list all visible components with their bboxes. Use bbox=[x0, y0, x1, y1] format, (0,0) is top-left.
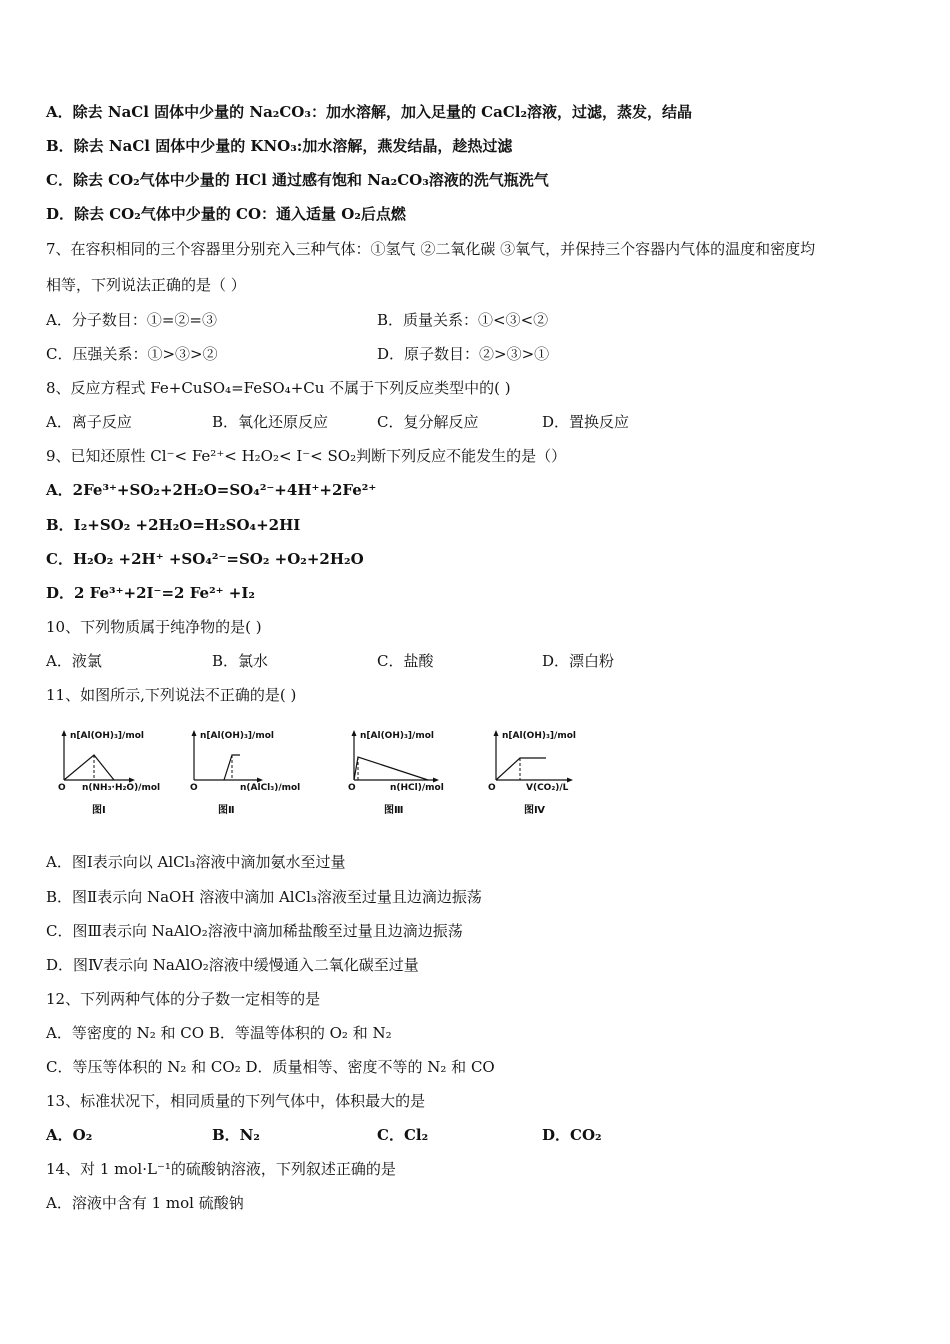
figure-4-x-arrow bbox=[567, 778, 573, 783]
q10-option-c: C．盐酸 bbox=[377, 652, 434, 670]
q12-options-cd: C．等压等体积的 N₂ 和 CO₂ D．质量相等、密度不等的 N₂ 和 CO bbox=[46, 1058, 495, 1076]
q7-option-b: B．质量关系：①<③<② bbox=[377, 311, 549, 329]
figure-1-x-arrow bbox=[129, 778, 135, 783]
q10-stem: 10、下列物质属于纯净物的是( ) bbox=[46, 618, 262, 636]
q12-stem: 12、下列两种气体的分子数一定相等的是 bbox=[46, 990, 321, 1008]
figure-2-xlabel: n(AlCl₃)/mol bbox=[240, 783, 301, 793]
figure-2-ylabel: n[Al(OH)₃]/mol bbox=[200, 731, 274, 741]
q6-option-d: D．除去 CO₂气体中少量的 CO：通入适量 O₂后点燃 bbox=[46, 205, 406, 223]
figure-4-ylabel: n[Al(OH)₃]/mol bbox=[502, 731, 576, 741]
q13-option-c: C．Cl₂ bbox=[377, 1126, 429, 1144]
figure-3 bbox=[344, 725, 484, 820]
q9-option-a: A．2Fe³⁺+SO₂+2H₂O=SO₄²⁻+4H⁺+2Fe²⁺ bbox=[46, 481, 377, 499]
q8-stem bbox=[46, 378, 511, 398]
figure-1-origin: O bbox=[58, 783, 66, 793]
q9-option-b: B．I₂+SO₂ +2H₂O=H₂SO₄+2HI bbox=[46, 516, 301, 534]
figure-2-caption: 图Ⅱ bbox=[218, 805, 235, 816]
figure-1-caption: 图Ⅰ bbox=[92, 805, 106, 816]
q8-option-d: D．置换反应 bbox=[542, 413, 630, 431]
figure-3-curve bbox=[354, 757, 428, 780]
figure-2-x-arrow bbox=[257, 778, 263, 783]
q9-option-d: D．2 Fe³⁺+2I⁻=2 Fe²⁺ +I₂ bbox=[46, 584, 255, 602]
figure-4-xlabel: V(CO₂)/L bbox=[526, 783, 569, 793]
q11-option-c: C．图Ⅲ表示向 NaAlO₂溶液中滴加稀盐酸至过量且边滴边振荡 bbox=[46, 922, 463, 940]
q14-option-a: A．溶液中含有 1 mol 硫酸钠 bbox=[46, 1194, 244, 1212]
q8-stem-text: 8、反应方程式 Fe+CuSO₄=FeSO₄+Cu 不属于下列反应类型中的( ) bbox=[46, 379, 511, 397]
figure-1-y-arrow bbox=[62, 730, 67, 736]
q11-figures bbox=[52, 725, 612, 820]
figure-4-y-arrow bbox=[494, 730, 499, 736]
figure-1-ylabel: n[Al(OH)₃]/mol bbox=[70, 731, 144, 741]
q9-option-c: C．H₂O₂ +2H⁺ +SO₄²⁻=SO₂ +O₂+2H₂O bbox=[46, 550, 364, 568]
q11-option-d: D．图Ⅳ表示向 NaAlO₂溶液中缓慢通入二氧化碳至过量 bbox=[46, 956, 419, 974]
q7-option-c: C．压强关系：①>③>② bbox=[46, 345, 218, 363]
q10-option-b: B．氯水 bbox=[212, 652, 269, 670]
figure-3-x-arrow bbox=[433, 778, 439, 783]
figure-3-y-arrow bbox=[352, 730, 357, 736]
figure-4-origin: O bbox=[488, 783, 496, 793]
figure-3-caption: 图Ⅲ bbox=[384, 805, 404, 816]
q11-option-a: A．图Ⅰ表示向以 AlCl₃溶液中滴加氨水至过量 bbox=[46, 853, 346, 871]
q10-option-d: D．漂白粉 bbox=[542, 652, 615, 670]
q6-option-c: C．除去 CO₂气体中少量的 HCl 通过感有饱和 Na₂CO₃溶液的洗气瓶洗气 bbox=[46, 171, 549, 189]
q12-options-ab: A．等密度的 N₂ 和 CO B．等温等体积的 O₂ 和 N₂ bbox=[46, 1024, 392, 1042]
q11-option-b: B．图Ⅱ表示向 NaOH 溶液中滴加 AlCl₃溶液至过量且边滴边振荡 bbox=[46, 888, 482, 906]
q7-option-d: D．原子数目：②>③>① bbox=[377, 345, 550, 363]
figure-2-origin: O bbox=[190, 783, 198, 793]
q8-option-b: B．氧化还原反应 bbox=[212, 413, 329, 431]
figure-1 bbox=[52, 725, 192, 820]
q8-option-c: C．复分解反应 bbox=[377, 413, 479, 431]
figure-1-xlabel: n(NH₃·H₂O)/mol bbox=[82, 783, 161, 793]
figure-3-origin: O bbox=[348, 783, 356, 793]
figure-4-caption: 图Ⅳ bbox=[524, 805, 545, 816]
q13-option-d: D．CO₂ bbox=[542, 1126, 602, 1144]
figure-3-xlabel: n(HCl)/mol bbox=[390, 783, 444, 793]
q7-stem-line1: 7、在容积相同的三个容器里分别充入三种气体：①氢气 ②二氧化碳 ③氧气，并保持三个容器内气体的温度和密度均 bbox=[46, 240, 816, 258]
q6-option-b: B．除去 NaCl 固体中少量的 KNO₃:加水溶解，燕发结晶，趁热过滤 bbox=[46, 137, 513, 155]
q7-stem-line2: 相等，下列说法正确的是（ ） bbox=[46, 276, 246, 294]
q13-option-a: A．O₂ bbox=[46, 1126, 93, 1144]
figure-1-curve bbox=[64, 755, 114, 780]
figure-4-curve bbox=[496, 758, 546, 780]
q13-stem: 13、标准状况下，相同质量的下列气体中，体积最大的是 bbox=[46, 1092, 426, 1110]
q8-option-a: A．离子反应 bbox=[46, 413, 132, 431]
q6-option-a: A．除去 NaCl 固体中少量的 Na₂CO₃：加水溶解，加入足量的 CaCl₂溶液，过滤，蒸发，结晶 bbox=[46, 103, 693, 121]
q9-stem: 9、已知还原性 Cl⁻< Fe²⁺< H₂O₂< I⁻< SO₂判断下列反应不能发生的是（） bbox=[46, 447, 567, 465]
figure-2-y-arrow bbox=[192, 730, 197, 736]
q7-option-a: A．分子数目：①=②=③ bbox=[46, 311, 217, 329]
figure-4 bbox=[484, 725, 624, 820]
q14-stem: 14、对 1 mol·L⁻¹的硫酸钠溶液，下列叙述正确的是 bbox=[46, 1160, 396, 1178]
q13-option-b: B．N₂ bbox=[212, 1126, 260, 1144]
figure-3-ylabel: n[Al(OH)₃]/mol bbox=[360, 731, 434, 741]
q10-option-a: A．液氯 bbox=[46, 652, 102, 670]
q11-stem: 11、如图所示,下列说法不正确的是( ) bbox=[46, 686, 297, 704]
figure-2 bbox=[188, 725, 328, 820]
